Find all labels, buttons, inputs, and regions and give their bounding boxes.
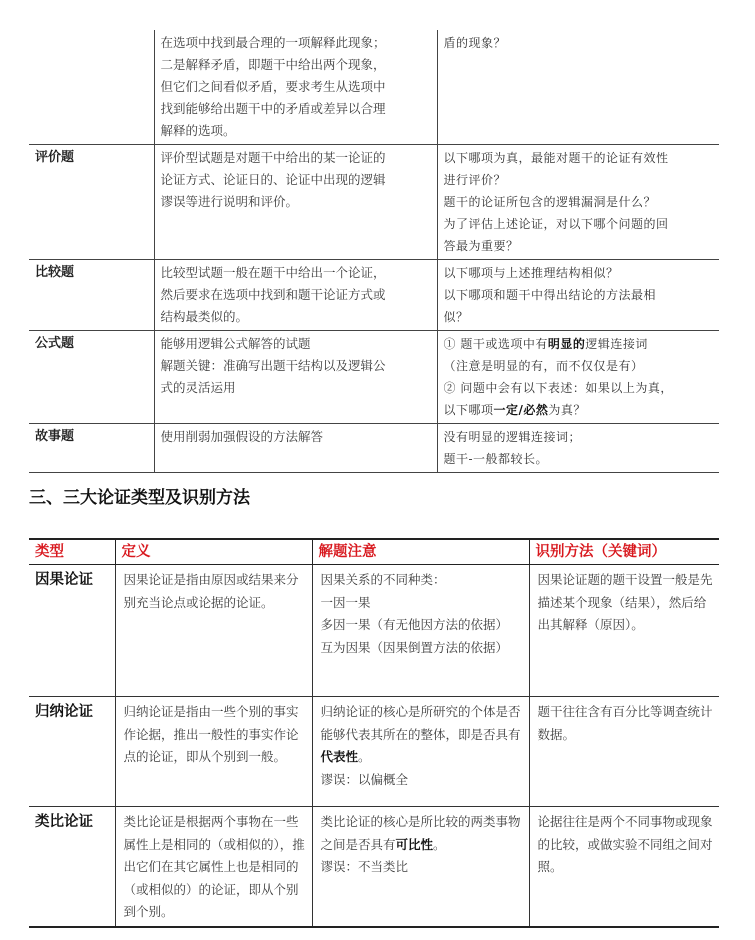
definition-cell: 类比论证是根据两个事物在一些属性上是相同的（或相似的），推出它们在其它属性上也是相同的（或相似的）的论证，即从个别到个别。: [115, 807, 312, 927]
type-cell: 比较题: [29, 260, 154, 331]
argument-type-table: [29, 538, 719, 928]
identify-cell: 题干往往含有百分比等调查统计数据。: [529, 697, 719, 807]
example-cell: ① 题干或选项中有明显的逻辑连接词 （注意是明显的有，而不仅仅是有） ② 问题中会有以下表述：如果以上为真， 以下哪项一定/必然为真？: [437, 331, 719, 424]
identify-cell: 因果论证题的题干设置一般是先描述某个现象（结果），然后给出其解释（原因）。: [529, 565, 719, 697]
table-row: [29, 260, 719, 331]
type-cell: 评价题: [29, 145, 154, 260]
header-definition: 定义: [115, 539, 312, 565]
table-row: [29, 331, 719, 424]
type-cell: 公式题: [29, 331, 154, 424]
definition-cell: 因果论证是指由原因或结果来分别充当论点或论据的论证。: [115, 565, 312, 697]
header-type: 类型: [29, 539, 115, 565]
notes-cell: 因果关系的不同种类： 一因一果 多因一果（有无他因方法的依据） 互为因果（因果倒置方法的依据）: [312, 565, 529, 697]
notes-cell: 归纳论证的核心是所研究的个体是否能够代表其所在的整体，即是否具有代表性。 谬误：以偏概全: [312, 697, 529, 807]
table-row: [29, 424, 719, 473]
type-cell: 归纳论证: [29, 697, 115, 807]
header-notes: 解题注意: [312, 539, 529, 565]
type-cell: [29, 30, 154, 145]
example-cell: 以下哪项与上述推理结构相似？ 以下哪项和题干中得出结论的方法最相 似？: [437, 260, 719, 331]
example-cell: 没有明显的逻辑连接词； 题干-一般都较长。: [437, 424, 719, 473]
table-row: [29, 30, 719, 145]
header-identify: 识别方法（关键词）: [529, 539, 719, 565]
type-cell: 故事题: [29, 424, 154, 473]
desc-cell: 能够用逻辑公式解答的试题 解题关键：准确写出题干结构以及逻辑公 式的灵活运用: [154, 331, 437, 424]
desc-cell: 使用削弱加强假设的方法解答: [154, 424, 437, 473]
desc-cell: 比较型试题一般在题干中给出一个论证， 然后要求在选项中找到和题干论证方式或 结构最类似的。: [154, 260, 437, 331]
type-cell: 因果论证: [29, 565, 115, 697]
table-header-row: [29, 539, 719, 565]
table-row: [29, 145, 719, 260]
notes-cell: 类比论证的核心是所比较的两类事物之间是否具有可比性。 谬误：不当类比: [312, 807, 529, 927]
table-row: [29, 565, 719, 697]
type-cell: 类比论证: [29, 807, 115, 927]
desc-cell: 在选项中找到最合理的一项解释此现象； 二是解释矛盾，即题干中给出两个现象， 但它们之间看似矛盾，要求考生从选项中 找到能够给出题干中的矛盾或差异以合理 解释的选项。: [154, 30, 437, 145]
table-row: [29, 807, 719, 927]
example-cell: 以下哪项为真，最能对题干的论证有效性 进行评价？ 题干的论证所包含的逻辑漏洞是什么？ 为了评估上述论证，对以下哪个问题的回 答最为重要？: [437, 145, 719, 260]
table-row: [29, 697, 719, 807]
question-type-table: [29, 30, 719, 473]
section-title: 三、三大论证类型及识别方法: [29, 488, 250, 508]
identify-cell: 论据往往是两个不同事物或现象的比较，或做实验不同组之间对照。: [529, 807, 719, 927]
example-cell: 盾的现象？: [437, 30, 719, 145]
definition-cell: 归纳论证是指由一些个别的事实作论据，推出一般性的事实作论点的论证，即从个别到一般。: [115, 697, 312, 807]
desc-cell: 评价型试题是对题干中给出的某一论证的 论证方式、论证日的、论证中出现的逻辑 谬误等进行说明和评价。: [154, 145, 437, 260]
